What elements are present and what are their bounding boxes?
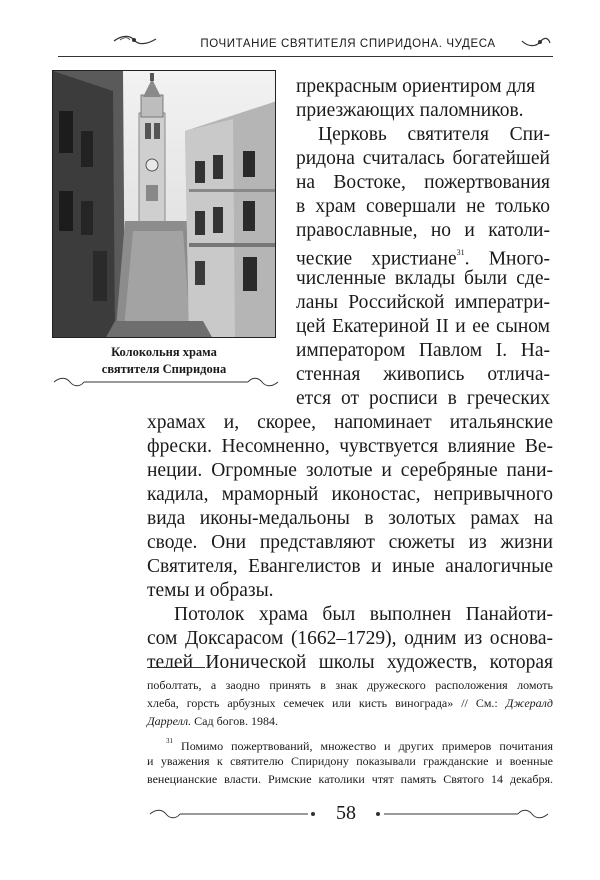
body-line-17: неции. Огромные золотые и серебряные пани- bbox=[147, 460, 553, 481]
footnote-line-2 bbox=[147, 694, 553, 712]
caption-line-2: святителя Спиридона bbox=[101, 362, 227, 376]
header-ornament-left bbox=[112, 33, 158, 47]
body-line-6: в храм совершали не только bbox=[296, 196, 550, 217]
body-line-2: приезжающих паломников. bbox=[296, 100, 524, 121]
bell-tower-photo bbox=[52, 70, 276, 338]
footnote-author-first: Джералд bbox=[505, 696, 553, 710]
photo-caption bbox=[52, 344, 276, 378]
body-line-9: численные вклады были сде- bbox=[296, 268, 550, 289]
body-line-4: ридона считалась богатейшей bbox=[296, 148, 550, 169]
body-line-10: ланы Российской императри- bbox=[296, 292, 550, 313]
caption-line-1: Колокольня храма bbox=[111, 345, 217, 359]
footnote-31-line-2: и уважения к святителю Спиридону показывали гражданские и военные bbox=[147, 754, 553, 768]
body-line-25: телей Ионической школы художеств, которая bbox=[147, 652, 553, 673]
body-line-3: Церковь святителя Спи- bbox=[318, 124, 550, 145]
body-line-8-text: ческие христиане bbox=[296, 248, 457, 270]
footnote-author-last: Даррелл. bbox=[147, 714, 192, 728]
body-line-13: стенная живопись отлича- bbox=[296, 364, 550, 385]
footnote-line-2-text: хлеба, горсть арбузных семечек или кисть винограда» // См.: bbox=[147, 696, 498, 710]
body-line-12: императором Павлом I. На- bbox=[296, 340, 550, 361]
footnote-line-3 bbox=[147, 712, 553, 730]
body-line-23: Потолок храма был выполнен Панайоти- bbox=[174, 604, 553, 625]
body-line-15: храмах и, скорее, напоминает итальянские bbox=[147, 412, 553, 433]
body-line-8-tail: . Много- bbox=[464, 248, 550, 270]
body-line-20: своде. Они представляют сюжеты из жизни bbox=[147, 532, 553, 553]
body-line-14: ется от росписи в греческих bbox=[296, 388, 550, 409]
body-line-5: на Востоке, пожертвования bbox=[296, 172, 550, 193]
body-line-16: фрески. Несомненно, чувствуется влияние Ве- bbox=[147, 436, 553, 457]
body-line-19: вида иконы-медальоны в золотых рамах на bbox=[147, 508, 553, 529]
body-line-21: Святителя, Евангелистов и иные аналогичные bbox=[147, 556, 553, 577]
footnote-31-marker: 31 bbox=[166, 737, 173, 745]
body-line-7: православные, но и католи- bbox=[296, 220, 550, 241]
footnote-31-text: Помимо пожертвований, множество и других примеров почитания bbox=[181, 739, 553, 753]
body-line-24: сом Доксарасом (1662–1729), одним из основа- bbox=[147, 628, 553, 649]
footer-ornament-left bbox=[148, 808, 320, 820]
body-line-1: прекрасным ориентиром для bbox=[296, 76, 536, 97]
footnote-rule bbox=[147, 667, 205, 668]
running-header: ПОЧИТАНИЕ СВЯТИТЕЛЯ СПИРИДОНА. ЧУДЕСА bbox=[200, 38, 496, 50]
footnote-line-1: поболтать, а заодно принять в знак дружеского расположения ломоть bbox=[147, 678, 553, 692]
body-line-18: кадила, мраморный иконостас, непривычного bbox=[147, 484, 553, 505]
footnote-ref-31[interactable]: 31 bbox=[456, 248, 465, 257]
caption-ornament bbox=[50, 376, 282, 388]
footer-ornament-right bbox=[372, 808, 552, 820]
page-number: 58 bbox=[336, 802, 356, 824]
header-ornament-right bbox=[520, 35, 552, 49]
footnote-source: Сад богов. 1984. bbox=[194, 714, 278, 728]
footnote-31-line-3: венецианские власти. Римские католики чтят память Святого 14 декабря. bbox=[147, 772, 553, 786]
body-line-22: темы и образы. bbox=[147, 580, 274, 601]
header-rule bbox=[58, 56, 553, 57]
body-line-11: цей Екатериной II и ее сыном bbox=[296, 316, 550, 337]
